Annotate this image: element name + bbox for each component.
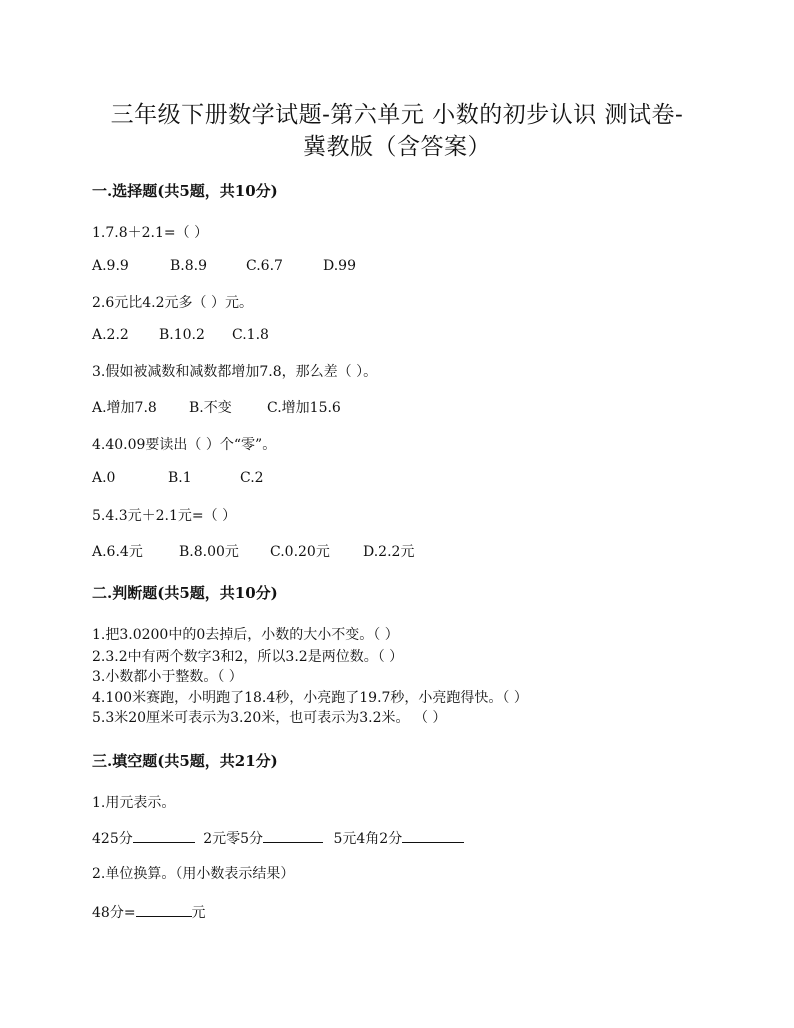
q1-option-c: C.6.7 [246,258,283,274]
q2-stem: 2.6元比4.2元多（ ）元。 [92,295,253,311]
q2-option-b: B.10.2 [159,327,205,343]
q1-stem: 1.7.8＋2.1=（ ） [92,225,209,241]
q3-option-b: B.不变 [189,400,232,416]
judge-item-2: 2.3.2中有两个数字3和2，所以3.2是两位数。（ ） [92,649,404,665]
judge-item-4: 4.100米赛跑，小明跑了18.4秒，小亮跑了19.7秒，小亮跑得快。（ ） [92,690,528,706]
fill-q2-prefix: 48分= [92,905,136,921]
q5-option-a: A.6.4元 [92,544,143,560]
q1-option-b: B.8.9 [170,258,208,274]
q1-option-d: D.99 [323,258,356,274]
fill-q1-blanks [92,828,464,848]
q5-option-d: D.2.2元 [363,544,415,560]
section3-heading: 三.填空题(共5题，共21分) [92,752,278,770]
q4-option-c: C.2 [240,470,264,486]
page-title-line1: 三年级下册数学试题-第六单元 小数的初步认识 测试卷- [110,102,684,128]
q2-option-c: C.1.8 [232,327,269,343]
fill-q2-blank[interactable] [136,902,192,917]
fill-q1-blank-2[interactable] [263,828,323,843]
fill-q1-stem: 1.用元表示。 [92,795,176,811]
fill-q1-label-1: 425分 [92,831,133,847]
q5-stem: 5.4.3元＋2.1元=（ ） [92,508,237,524]
fill-q2-stem: 2.单位换算。（用小数表示结果） [92,866,295,882]
fill-q1-blank-3[interactable] [402,828,464,843]
q3-stem: 3.假如被减数和减数都增加7.8，那么差（ ）。 [92,364,378,380]
fill-q1-label-2: 2元零5分 [203,831,264,847]
fill-q1-label-3: 5元4角2分 [333,831,403,847]
q4-option-a: A.0 [92,470,116,486]
judge-item-3: 3.小数都小于整数。（ ） [92,669,243,685]
fill-q2-line [92,902,206,922]
fill-q1-blank-1[interactable] [133,828,195,843]
judge-item-1: 1.把3.0200中的0去掉后，小数的大小不变。（ ） [92,627,399,643]
q1-option-a: A.9.9 [92,258,129,274]
q3-option-c: C.增加15.6 [267,400,341,416]
q3-option-a: A.增加7.8 [92,400,157,416]
q4-option-b: B.1 [168,470,192,486]
judge-item-5: 5.3米20厘米可表示为3.20米，也可表示为3.2米。 （ ） [92,710,447,726]
section2-heading: 二.判断题(共5题，共10分) [92,584,278,602]
fill-q2-suffix: 元 [191,905,206,921]
q5-option-b: B.8.00元 [179,544,239,560]
section1-heading: 一.选择题(共5题，共10分) [92,182,278,200]
q4-stem: 4.40.09要读出（ ）个“零”。 [92,437,277,453]
page-title-line2: 冀教版（含答案） [303,134,491,160]
q2-option-a: A.2.2 [92,327,129,343]
q5-option-c: C.0.20元 [270,544,330,560]
